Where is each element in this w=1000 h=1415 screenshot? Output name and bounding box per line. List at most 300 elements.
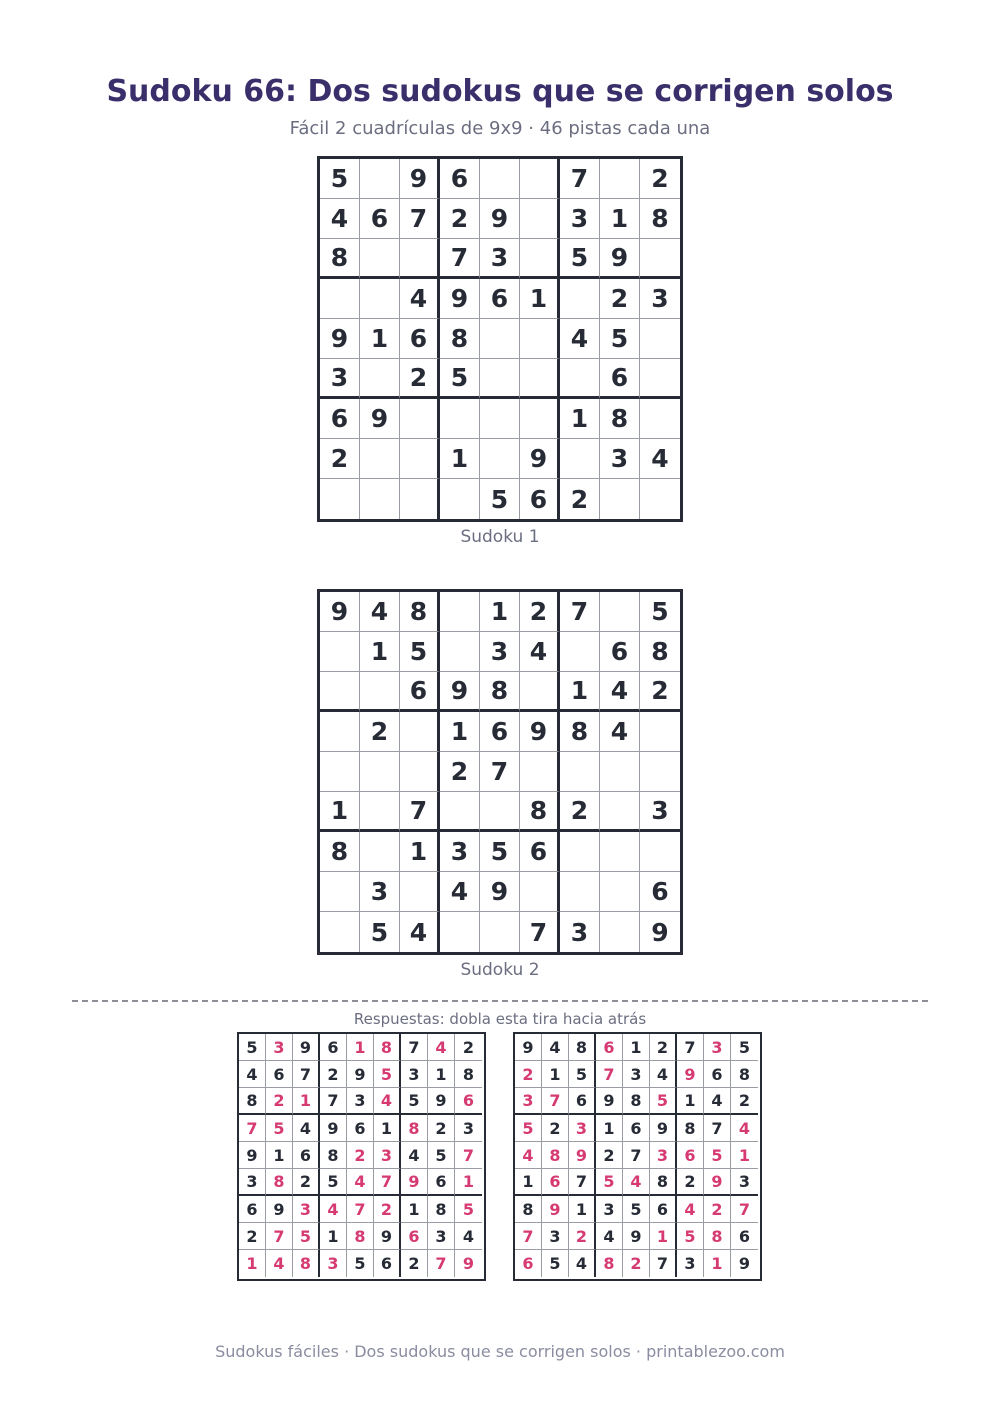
footer: Sudokus fáciles · Dos sudokus que se corrigen solos · printablezoo.com [215, 1342, 785, 1361]
sudoku-cell: 2 [455, 1034, 482, 1061]
sudoku-cell: 9 [738, 1254, 751, 1273]
sudoku-cell: 5 [569, 1061, 596, 1088]
sudoku-cell: 9 [600, 239, 640, 279]
sudoku-cell: 7 [704, 1115, 731, 1142]
sudoku-cell: 4 [239, 1061, 266, 1088]
sudoku-cell: 7 [293, 1061, 320, 1088]
sudoku-cell: 1 [650, 1223, 677, 1250]
sudoku-cell: 8 [569, 1034, 596, 1061]
sudoku-cell: 4 [560, 319, 600, 359]
sudoku-cell: 8 [293, 1250, 320, 1277]
sudoku-cell: 9 [360, 399, 400, 439]
sudoku-cell: 4 [640, 439, 680, 479]
sudoku-cell: 2 [400, 359, 440, 399]
sudoku-cell: 5 [596, 1169, 623, 1196]
sudoku-cell [320, 279, 360, 319]
sudoku-cell: 2 [596, 1142, 623, 1169]
sudoku-cell: 5 [480, 832, 520, 872]
sudoku-cell: 6 [520, 832, 560, 872]
sudoku-cell: 5 [542, 1250, 569, 1277]
sudoku-cell [640, 752, 680, 792]
sudoku-cell: 3 [623, 1061, 650, 1088]
sudoku-cell [440, 912, 480, 952]
sudoku-cell: 1 [623, 1034, 650, 1061]
sudoku-cell: 5 [731, 1034, 758, 1061]
sudoku-grid-1 [317, 156, 683, 522]
sudoku-cell: 6 [569, 1088, 596, 1115]
sudoku-cell [480, 439, 520, 479]
sudoku-cell: 7 [623, 1142, 650, 1169]
sudoku-cell: 6 [623, 1115, 650, 1142]
sudoku-cell: 3 [320, 1250, 347, 1277]
sudoku-cell: 4 [428, 1034, 455, 1061]
sudoku-cell [400, 712, 440, 752]
sudoku-cell: 4 [440, 872, 480, 912]
sudoku-cell [640, 239, 680, 279]
sudoku-cell: 4 [600, 712, 640, 752]
sudoku-cell: 5 [480, 479, 520, 519]
sudoku-cell [400, 239, 440, 279]
sudoku-cell: 1 [455, 1169, 482, 1196]
sudoku-cell: 9 [596, 1088, 623, 1115]
sudoku-cell: 3 [569, 1115, 596, 1142]
sudoku-cell: 3 [440, 832, 480, 872]
sudoku-cell: 5 [515, 1115, 542, 1142]
sudoku-cell: 1 [401, 1196, 428, 1223]
sudoku-cell: 1 [400, 832, 440, 872]
sudoku-cell: 4 [677, 1196, 704, 1223]
sudoku-cell: 9 [440, 279, 480, 319]
sudoku-cell: 9 [266, 1196, 293, 1223]
sudoku-cell: 2 [320, 1061, 347, 1088]
sudoku-cell: 4 [515, 1142, 542, 1169]
sudoku-cell: 3 [640, 279, 680, 319]
sudoku-cell: 3 [704, 1034, 731, 1061]
sudoku-cell [360, 279, 400, 319]
sudoku-cell [640, 479, 680, 519]
sudoku-cell: 6 [520, 479, 560, 519]
sudoku-cell: 1 [480, 592, 520, 632]
sudoku-cell: 4 [650, 1061, 677, 1088]
sudoku-cell: 8 [320, 832, 360, 872]
sudoku-cell: 9 [239, 1142, 266, 1169]
sudoku-cell [400, 439, 440, 479]
sudoku-cell [640, 359, 680, 399]
sudoku-cell: 1 [266, 1142, 293, 1169]
sudoku-cell [520, 199, 560, 239]
sudoku-cell: 8 [704, 1223, 731, 1250]
sudoku-cell: 2 [374, 1196, 401, 1223]
sudoku-cell: 8 [650, 1169, 677, 1196]
sudoku-cell: 2 [569, 1223, 596, 1250]
sudoku-cell: 2 [560, 792, 600, 832]
sudoku-cell [320, 632, 360, 672]
sudoku-cell: 6 [347, 1115, 374, 1142]
sudoku-cell [440, 399, 480, 439]
sudoku-cell: 7 [347, 1196, 374, 1223]
page-subtitle: Fácil 2 cuadrículas de 9x9 · 46 pistas cada una [289, 118, 711, 139]
sudoku-cell: 6 [480, 712, 520, 752]
sudoku-cell: 5 [239, 1034, 266, 1061]
sudoku-cell: 8 [374, 1034, 401, 1061]
sudoku-cell: 9 [569, 1142, 596, 1169]
sudoku-cell: 9 [293, 1034, 320, 1061]
sudoku-cell: 9 [515, 1034, 542, 1061]
sudoku-cell: 7 [400, 792, 440, 832]
sudoku-cell: 6 [320, 1034, 347, 1061]
sudoku-cell [400, 399, 440, 439]
sudoku-cell [320, 752, 360, 792]
sudoku-cell: 6 [400, 672, 440, 712]
sudoku-cell: 1 [596, 1115, 623, 1142]
sudoku-cell: 8 [347, 1223, 374, 1250]
sudoku-cell: 9 [704, 1169, 731, 1196]
sudoku-cell [360, 159, 400, 199]
sudoku-cell: 3 [560, 199, 600, 239]
sudoku-grid-2 [317, 589, 683, 955]
sudoku-cell: 6 [596, 1034, 623, 1061]
sudoku-cell [560, 872, 600, 912]
sudoku-cell: 1 [320, 792, 360, 832]
sudoku-cell [440, 792, 480, 832]
sudoku-cell: 8 [266, 1169, 293, 1196]
sudoku-cell [600, 479, 640, 519]
sudoku-cell: 4 [569, 1250, 596, 1277]
sudoku-cell: 6 [480, 279, 520, 319]
sudoku-cell: 1 [374, 1115, 401, 1142]
sudoku-cell: 6 [293, 1142, 320, 1169]
sudoku-cell: 3 [640, 792, 680, 832]
sudoku-cell: 9 [650, 1115, 677, 1142]
sudoku-cell: 3 [542, 1223, 569, 1250]
sudoku-cell: 8 [560, 712, 600, 752]
sudoku-cell: 8 [480, 672, 520, 712]
sudoku-cell: 8 [623, 1088, 650, 1115]
sudoku-cell [520, 359, 560, 399]
sudoku-cell: 8 [596, 1250, 623, 1277]
sudoku-cell: 7 [320, 1088, 347, 1115]
sudoku-cell: 5 [320, 159, 360, 199]
sudoku-cell: 8 [239, 1088, 266, 1115]
solution-grid-2 [513, 1032, 762, 1281]
sudoku-cell: 6 [704, 1061, 731, 1088]
sudoku-cell [320, 912, 360, 952]
sudoku-cell [320, 479, 360, 519]
sudoku-cell: 5 [623, 1196, 650, 1223]
sudoku-cell: 3 [515, 1088, 542, 1115]
sudoku-cell [520, 752, 560, 792]
sudoku-cell: 4 [596, 1223, 623, 1250]
sudoku-cell: 1 [542, 1061, 569, 1088]
sudoku-cell: 6 [600, 632, 640, 672]
sudoku-cell: 2 [560, 479, 600, 519]
sudoku-cell: 8 [401, 1115, 428, 1142]
sudoku-cell [320, 672, 360, 712]
answers-label: Respuestas: dobla esta tira hacia atrás [353, 1010, 647, 1028]
sudoku-cell [600, 872, 640, 912]
sudoku-cell: 3 [401, 1061, 428, 1088]
sudoku-caption-2: Sudoku 2 [460, 960, 540, 980]
sudoku-cell [640, 712, 680, 752]
sudoku-cell: 3 [455, 1115, 482, 1142]
sudoku-cell: 7 [401, 1034, 428, 1061]
sudoku-cell: 8 [677, 1115, 704, 1142]
sudoku-cell: 8 [400, 592, 440, 632]
sudoku-cell: 9 [651, 917, 669, 947]
sudoku-cell [360, 832, 400, 872]
sudoku-cell: 4 [401, 1142, 428, 1169]
sudoku-cell: 7 [542, 1088, 569, 1115]
sudoku-cell: 8 [455, 1061, 482, 1088]
sudoku-cell: 5 [400, 632, 440, 672]
sudoku-cell [520, 672, 560, 712]
sudoku-cell: 4 [266, 1250, 293, 1277]
sudoku-cell: 1 [347, 1034, 374, 1061]
sudoku-cell: 7 [440, 239, 480, 279]
sudoku-cell: 8 [320, 239, 360, 279]
sudoku-cell: 6 [600, 359, 640, 399]
sudoku-cell: 6 [731, 1223, 758, 1250]
sudoku-cell: 3 [480, 239, 520, 279]
sudoku-cell [560, 632, 600, 672]
sudoku-cell: 3 [266, 1034, 293, 1061]
sudoku-cell [360, 439, 400, 479]
sudoku-cell: 2 [440, 752, 480, 792]
sudoku-cell: 3 [347, 1088, 374, 1115]
sudoku-cell: 3 [560, 912, 600, 952]
sudoku-cell: 4 [542, 1034, 569, 1061]
sudoku-cell: 9 [320, 592, 360, 632]
sudoku-cell: 6 [542, 1169, 569, 1196]
sudoku-cell: 7 [650, 1250, 677, 1277]
sudoku-cell: 1 [731, 1142, 758, 1169]
sudoku-cell [320, 712, 360, 752]
sudoku-cell: 4 [374, 1088, 401, 1115]
sudoku-cell: 5 [704, 1142, 731, 1169]
sudoku-cell: 2 [320, 439, 360, 479]
sudoku-cell: 4 [347, 1169, 374, 1196]
sudoku-cell [520, 319, 560, 359]
sudoku-cell: 5 [266, 1115, 293, 1142]
sudoku-cell: 4 [320, 1196, 347, 1223]
sudoku-cell: 4 [293, 1115, 320, 1142]
sudoku-cell [640, 319, 680, 359]
fold-divider [72, 1000, 928, 1002]
sudoku-cell: 2 [239, 1223, 266, 1250]
sudoku-cell: 1 [320, 1223, 347, 1250]
sudoku-cell: 1 [360, 632, 400, 672]
sudoku-cell [400, 872, 440, 912]
sudoku-cell: 5 [347, 1250, 374, 1277]
sudoku-cell [560, 279, 600, 319]
sudoku-cell: 9 [520, 712, 560, 752]
sudoku-cell: 1 [440, 712, 480, 752]
sudoku-cell: 8 [600, 399, 640, 439]
sudoku-cell: 5 [650, 1088, 677, 1115]
sudoku-cell [520, 239, 560, 279]
sudoku-cell: 8 [320, 1142, 347, 1169]
sudoku-cell: 5 [401, 1088, 428, 1115]
sudoku-cell: 8 [640, 199, 680, 239]
sudoku-cell: 2 [440, 199, 480, 239]
sudoku-cell: 2 [347, 1142, 374, 1169]
sudoku-cell: 4 [320, 199, 360, 239]
sudoku-cell [600, 912, 640, 952]
sudoku-cell [520, 399, 560, 439]
sudoku-cell: 7 [480, 752, 520, 792]
sudoku-cell [480, 359, 520, 399]
sudoku-cell: 1 [428, 1061, 455, 1088]
sudoku-cell: 7 [731, 1196, 758, 1223]
sudoku-cell [440, 632, 480, 672]
sudoku-cell [600, 792, 640, 832]
sudoku-cell: 2 [623, 1250, 650, 1277]
sudoku-cell: 5 [640, 592, 680, 632]
sudoku-cell: 7 [455, 1142, 482, 1169]
sudoku-cell: 9 [347, 1061, 374, 1088]
sudoku-cell: 4 [400, 279, 440, 319]
sudoku-cell: 3 [596, 1196, 623, 1223]
sudoku-cell: 1 [440, 439, 480, 479]
sudoku-cell [360, 239, 400, 279]
sudoku-cell [520, 159, 560, 199]
sudoku-cell [560, 439, 600, 479]
sudoku-cell: 9 [542, 1196, 569, 1223]
sudoku-cell: 1 [560, 399, 600, 439]
sudoku-cell: 4 [704, 1088, 731, 1115]
sudoku-cell: 6 [239, 1196, 266, 1223]
sudoku-cell: 6 [455, 1088, 482, 1115]
solution-grid-1 [237, 1032, 486, 1281]
sudoku-cell: 2 [293, 1169, 320, 1196]
sudoku-cell: 7 [596, 1061, 623, 1088]
sudoku-cell: 7 [400, 199, 440, 239]
sudoku-cell: 7 [266, 1223, 293, 1250]
sudoku-cell: 2 [731, 1088, 758, 1115]
sudoku-cell: 1 [239, 1250, 266, 1277]
sudoku-cell: 6 [650, 1196, 677, 1223]
sudoku-cell: 7 [239, 1115, 266, 1142]
sudoku-cell: 9 [677, 1061, 704, 1088]
sudoku-cell [440, 479, 480, 519]
sudoku-cell: 9 [320, 319, 360, 359]
sudoku-cell: 3 [677, 1250, 704, 1277]
sudoku-cell: 5 [455, 1196, 482, 1223]
sudoku-cell: 9 [400, 159, 440, 199]
sudoku-cell: 2 [640, 159, 680, 199]
sudoku-cell [560, 359, 600, 399]
sudoku-cell: 6 [515, 1250, 542, 1277]
sudoku-cell: 7 [560, 592, 600, 632]
sudoku-cell: 2 [401, 1250, 428, 1277]
sudoku-cell [640, 832, 680, 872]
sudoku-cell: 7 [520, 912, 560, 952]
sudoku-cell [480, 399, 520, 439]
sudoku-cell: 5 [374, 1061, 401, 1088]
sudoku-cell: 7 [374, 1169, 401, 1196]
sudoku-cell: 1 [515, 1169, 542, 1196]
sudoku-cell: 1 [569, 1196, 596, 1223]
sudoku-cell: 7 [560, 159, 600, 199]
sudoku-cell: 1 [360, 319, 400, 359]
sudoku-cell: 2 [428, 1115, 455, 1142]
sudoku-cell: 9 [401, 1169, 428, 1196]
sudoku-cell [360, 752, 400, 792]
sudoku-cell [400, 479, 440, 519]
sudoku-cell [360, 672, 400, 712]
sudoku-cell [360, 479, 400, 519]
sudoku-cell: 6 [428, 1169, 455, 1196]
sudoku-cell: 4 [623, 1169, 650, 1196]
sudoku-cell: 9 [623, 1223, 650, 1250]
sudoku-cell [600, 832, 640, 872]
sudoku-cell: 8 [440, 319, 480, 359]
sudoku-cell [480, 912, 520, 952]
sudoku-cell: 1 [293, 1088, 320, 1115]
sudoku-cell: 5 [600, 319, 640, 359]
sudoku-cell: 7 [515, 1223, 542, 1250]
sudoku-cell: 9 [320, 1115, 347, 1142]
sudoku-cell: 8 [515, 1196, 542, 1223]
sudoku-cell: 2 [360, 712, 400, 752]
sudoku-cell: 9 [374, 1223, 401, 1250]
sudoku-cell: 5 [293, 1223, 320, 1250]
sudoku-cell: 5 [320, 1169, 347, 1196]
sudoku-cell: 6 [266, 1061, 293, 1088]
sudoku-cell: 6 [440, 159, 480, 199]
sudoku-cell: 1 [520, 279, 560, 319]
sudoku-cell: 1 [704, 1250, 731, 1277]
sudoku-cell [320, 872, 360, 912]
sudoku-cell: 2 [704, 1196, 731, 1223]
page-title: Sudoku 66: Dos sudokus que se corrigen solos [106, 74, 894, 109]
sudoku-cell: 3 [428, 1223, 455, 1250]
sudoku-cell: 1 [600, 199, 640, 239]
sudoku-cell [640, 399, 680, 439]
sudoku-cell: 4 [400, 912, 440, 952]
sudoku-cell [360, 792, 400, 832]
sudoku-cell: 9 [428, 1088, 455, 1115]
sudoku-cell: 3 [480, 632, 520, 672]
sudoku-cell: 4 [731, 1115, 758, 1142]
sudoku-cell: 3 [600, 439, 640, 479]
sudoku-cell: 9 [440, 672, 480, 712]
sudoku-cell [560, 832, 600, 872]
sudoku-cell [600, 592, 640, 632]
sudoku-cell: 8 [731, 1061, 758, 1088]
sudoku-cell: 4 [360, 592, 400, 632]
sudoku-cell: 8 [640, 632, 680, 672]
sudoku-cell: 1 [560, 672, 600, 712]
sudoku-cell: 3 [650, 1142, 677, 1169]
sudoku-cell: 6 [360, 199, 400, 239]
sudoku-cell: 7 [569, 1169, 596, 1196]
sudoku-cell: 2 [650, 1034, 677, 1061]
sudoku-cell: 2 [520, 592, 560, 632]
sudoku-cell: 6 [400, 319, 440, 359]
sudoku-cell: 2 [640, 672, 680, 712]
sudoku-cell: 9 [520, 439, 560, 479]
sudoku-cell: 9 [480, 872, 520, 912]
sudoku-cell: 9 [480, 199, 520, 239]
sudoku-cell: 3 [731, 1169, 758, 1196]
sudoku-cell [560, 752, 600, 792]
sudoku-cell: 7 [428, 1250, 455, 1277]
sudoku-cell: 8 [542, 1142, 569, 1169]
sudoku-cell [400, 752, 440, 792]
sudoku-cell: 5 [360, 912, 400, 952]
sudoku-cell [600, 159, 640, 199]
